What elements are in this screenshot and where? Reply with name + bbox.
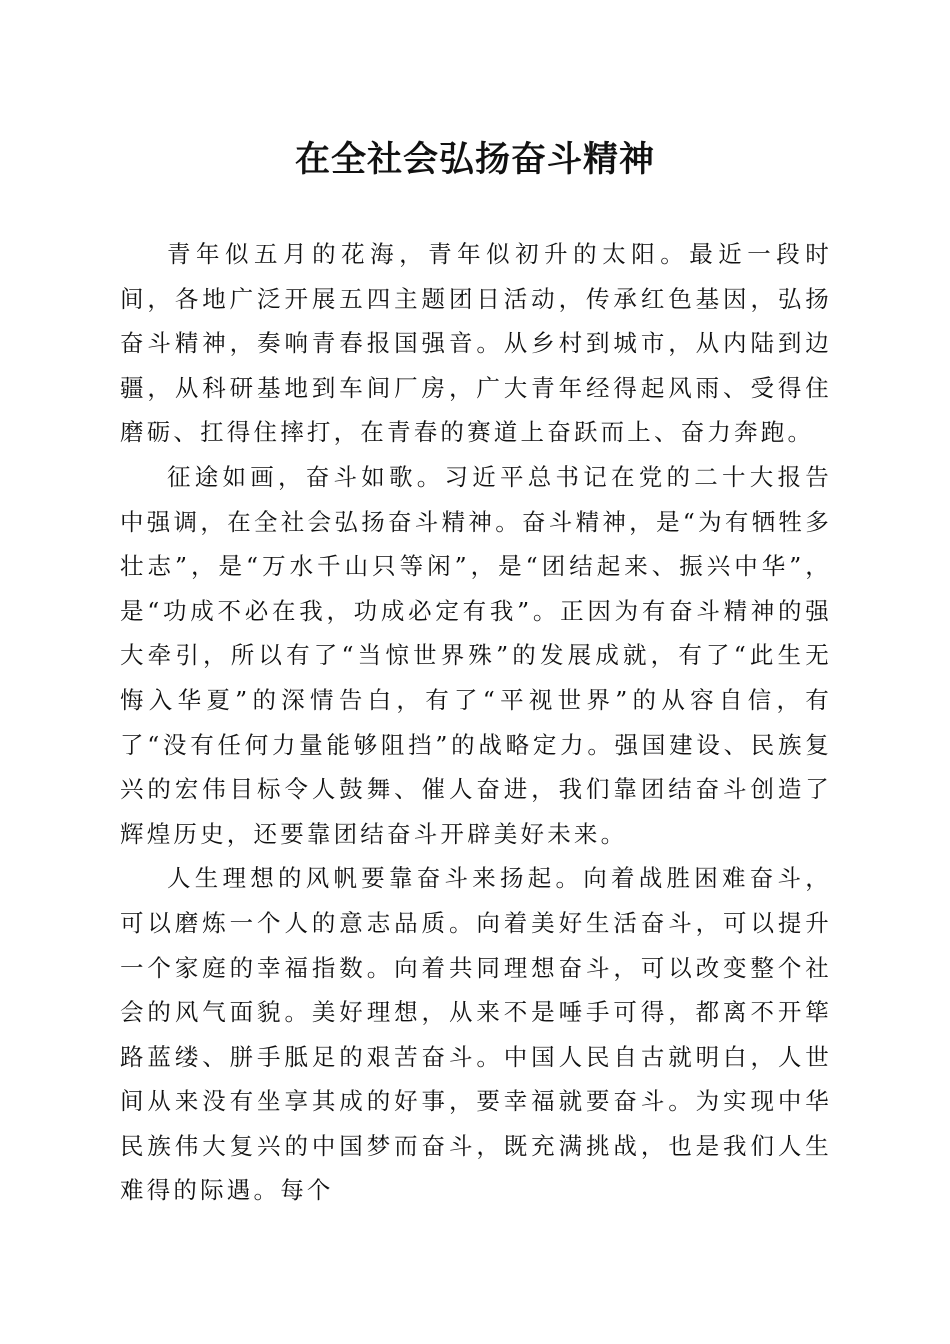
paragraph-3: 人生理想的风帆要靠奋斗来扬起。向着战胜困难奋斗，可以磨炼一个人的意志品质。向着美好生活奋斗，可以提升一个家庭的幸福指数。向着共同理想奋斗，可以改变整个社会的风气面貌。美好理想，从来不是唾手可得，都离不开筚路蓝缕、胼手胝足的艰苦奋斗。中国人民自古就明白，人世间从来没有坐享其成的好事，要幸福就要奋斗。为实现中华民族伟大复兴的中国梦而奋斗，既充满挑战，也是我们人生难得的际遇。每个 [120,864,832,1205]
document-title: 在全社会弘扬奋斗精神 [294,139,655,180]
paragraph-2: 征途如画，奋斗如歌。习近平总书记在党的二十大报告中强调，在全社会弘扬奋斗精神。奋斗精神，是“为有牺牲多壮志”，是“万水千山只等闲”，是“团结起来、振兴中华”，是“功成不必在我，功成必定有我”。正因为有奋斗精神的强大牵引，所以有了“当惊世界殊”的发展成就，有了“此生无悔入华夏”的深情告白，有了“平视世界”的从容自信，有了“没有任何力量能够阻挡”的战略定力。强国建设、民族复兴的宏伟目标令人鼓舞、催人奋进，我们靠团结奋斗创造了辉煌历史，还要靠团结奋斗开辟美好未来。 [120,462,832,848]
paragraph-1: 青年似五月的花海，青年似初升的太阳。最近一段时间，各地广泛开展五四主题团日活动，传承红色基因，弘扬奋斗精神，奏响青春报国强音。从乡村到城市，从内陆到边疆，从科研基地到车间厂房，广大青年经得起风雨、受得住磨砺、扛得住摔打，在青春的赛道上奋跃而上、奋力奔跑。 [120,240,832,447]
document-body [120,232,832,1213]
